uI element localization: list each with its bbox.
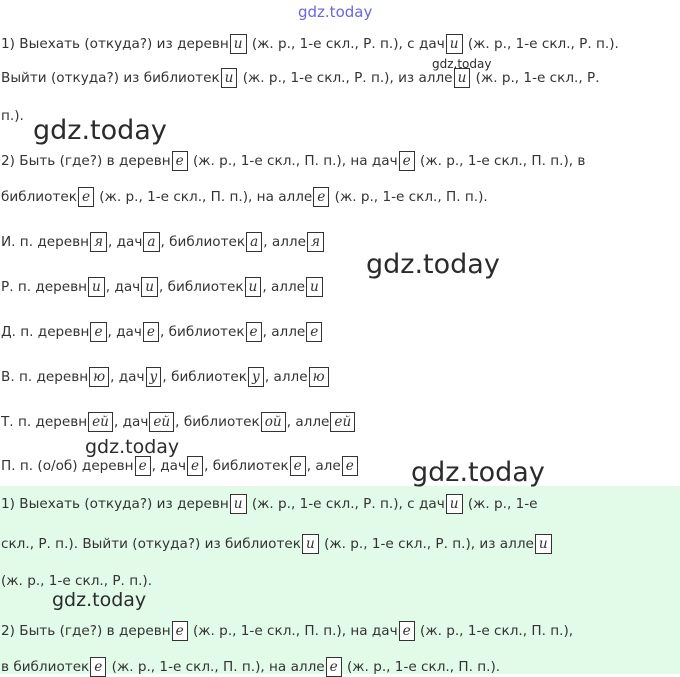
text-fragment: 1) Выехать (откуда?) из деревн xyxy=(1,496,229,512)
text-fragment: И. п. деревн xyxy=(1,234,89,250)
text-fragment: Т. п. деревн xyxy=(1,414,88,430)
ending-box: е xyxy=(172,151,188,171)
ending-box: е xyxy=(187,456,203,476)
ending-box: е xyxy=(290,456,306,476)
text-line xyxy=(1,571,152,591)
ending-box: и xyxy=(245,277,262,297)
text-line xyxy=(1,534,553,554)
ending-box: и xyxy=(535,534,552,554)
text-fragment: , библиотек xyxy=(175,414,260,430)
text-fragment: (ж. р., 1-е скл., Р. п.). xyxy=(463,36,619,52)
ending-box: я xyxy=(307,232,324,252)
ending-box: е xyxy=(172,621,188,641)
text-fragment: (ж. р., 1-е скл., П. п.). xyxy=(342,659,501,675)
ending-box: а xyxy=(246,232,262,252)
text-line xyxy=(1,322,323,342)
text-fragment: , библиотек xyxy=(162,369,247,385)
text-fragment: П. п. (о/об) деревн xyxy=(1,458,134,474)
text-fragment: (ж. р., 1-е скл., П. п.), на алле xyxy=(94,189,313,205)
text-fragment: , дач xyxy=(113,414,149,430)
text-fragment: , але xyxy=(306,458,341,474)
ending-box: е xyxy=(399,621,415,641)
text-line xyxy=(1,277,324,297)
text-fragment: 1) Выехать (откуда?) из деревн xyxy=(1,36,229,52)
text-fragment: п.). xyxy=(1,108,24,124)
text-fragment: (ж. р., 1-е скл., П. п.), xyxy=(415,623,574,639)
text-line xyxy=(1,657,500,677)
ending-box: а xyxy=(143,232,159,252)
text-fragment: , дач xyxy=(110,369,145,385)
text-fragment: , алле xyxy=(262,324,306,340)
ending-box: у xyxy=(146,367,162,387)
text-fragment: , библиотек xyxy=(158,279,244,295)
ending-box: е xyxy=(313,187,329,207)
watermark-medium-2: gdz.today xyxy=(52,589,147,611)
ending-box: ой xyxy=(261,412,286,432)
watermark-large-2: gdz.today xyxy=(366,249,500,280)
watermark-medium-1: gdz.today xyxy=(85,436,180,458)
text-fragment: Д. п. деревн xyxy=(1,324,90,340)
text-line xyxy=(1,68,600,88)
text-fragment: (ж. р., 1-е скл., Р. п.), из алле xyxy=(319,536,534,552)
ending-box: и xyxy=(306,277,323,297)
text-line xyxy=(1,106,24,126)
ending-box: и xyxy=(221,68,238,88)
text-line xyxy=(1,621,573,641)
text-fragment: (ж. р., 1-е скл., П. п.), в xyxy=(415,153,586,169)
ending-box: е xyxy=(342,456,358,476)
ending-box: е xyxy=(306,322,322,342)
text-fragment: (ж. р., 1-е скл., П. п.), на алле xyxy=(107,659,325,675)
text-fragment: (ж. р., 1-е скл., П. п.), на дач xyxy=(188,623,398,639)
text-fragment: (ж. р., 1-е xyxy=(463,496,538,512)
ending-box: е xyxy=(90,657,106,677)
text-line xyxy=(1,456,359,476)
ending-box: ю xyxy=(309,367,329,387)
ending-box: и xyxy=(230,34,247,54)
text-fragment: , алле xyxy=(286,414,330,430)
ending-box: у xyxy=(248,367,264,387)
text-line xyxy=(1,412,356,432)
text-fragment: , дач xyxy=(107,324,142,340)
text-fragment: , дач xyxy=(151,458,187,474)
text-fragment: 2) Быть (где?) в деревн xyxy=(1,623,171,639)
watermark-small: gdz.today xyxy=(432,57,492,71)
ending-box: я xyxy=(90,232,107,252)
text-line xyxy=(1,232,325,252)
text-fragment: , алле xyxy=(264,369,308,385)
text-fragment: , библиотек xyxy=(160,234,246,250)
text-fragment: 2) Быть (где?) в деревн xyxy=(1,153,171,169)
ending-box: и xyxy=(446,494,463,514)
text-fragment: (ж. р., 1-е скл., П. п.), на дач xyxy=(188,153,398,169)
text-line xyxy=(1,187,488,207)
ending-box: и xyxy=(230,494,247,514)
text-fragment: (ж. р., 1-е скл., П. п.). xyxy=(330,189,488,205)
ending-box: и xyxy=(446,34,463,54)
ending-box: е xyxy=(78,187,94,207)
watermark-large-1: gdz.today xyxy=(33,115,167,146)
text-fragment: , дач xyxy=(105,279,141,295)
ending-box: ей xyxy=(149,412,174,432)
text-fragment: , алле xyxy=(263,234,306,250)
ending-box: е xyxy=(135,456,151,476)
ending-box: ей xyxy=(330,412,355,432)
ending-box: и xyxy=(88,277,105,297)
text-fragment: , алле xyxy=(262,279,306,295)
text-fragment: Р. п. деревн xyxy=(1,279,88,295)
text-fragment: , библиотек xyxy=(159,324,245,340)
text-line xyxy=(1,494,538,514)
ending-box: е xyxy=(90,322,106,342)
text-fragment: в библиотек xyxy=(1,659,90,675)
text-fragment: (ж. р., 1-е скл., Р. п.). xyxy=(1,573,153,589)
text-fragment: (ж. р., 1-е скл., Р. п.), с дач xyxy=(247,496,445,512)
watermark-large-3: gdz.today xyxy=(411,457,545,488)
ending-box: е xyxy=(246,322,262,342)
ending-box: е xyxy=(143,322,159,342)
text-fragment: библиотек xyxy=(1,189,77,205)
text-line xyxy=(1,34,619,54)
text-fragment: скл., Р. п.). Выйти (откуда?) из библиотек xyxy=(1,536,301,552)
text-line xyxy=(1,367,330,387)
text-fragment: , дач xyxy=(108,234,143,250)
watermark-top: gdz.today xyxy=(298,3,373,21)
ending-box: и xyxy=(454,68,471,88)
text-fragment: , библиотек xyxy=(204,458,289,474)
text-fragment: (ж. р., 1-е скл., Р. п.), из алле xyxy=(238,70,453,86)
text-fragment: (ж. р., 1-е скл., Р. xyxy=(471,70,600,86)
ending-box: ей xyxy=(88,412,113,432)
text-fragment: Выйти (откуда?) из библиотек xyxy=(1,70,220,86)
ending-box: е xyxy=(399,151,415,171)
ending-box: е xyxy=(326,657,342,677)
ending-box: и xyxy=(141,277,158,297)
text-line xyxy=(1,151,585,171)
text-fragment: В. п. деревн xyxy=(1,369,89,385)
text-fragment: (ж. р., 1-е скл., Р. п.), с дач xyxy=(247,36,445,52)
ending-box: ю xyxy=(89,367,109,387)
ending-box: и xyxy=(302,534,319,554)
